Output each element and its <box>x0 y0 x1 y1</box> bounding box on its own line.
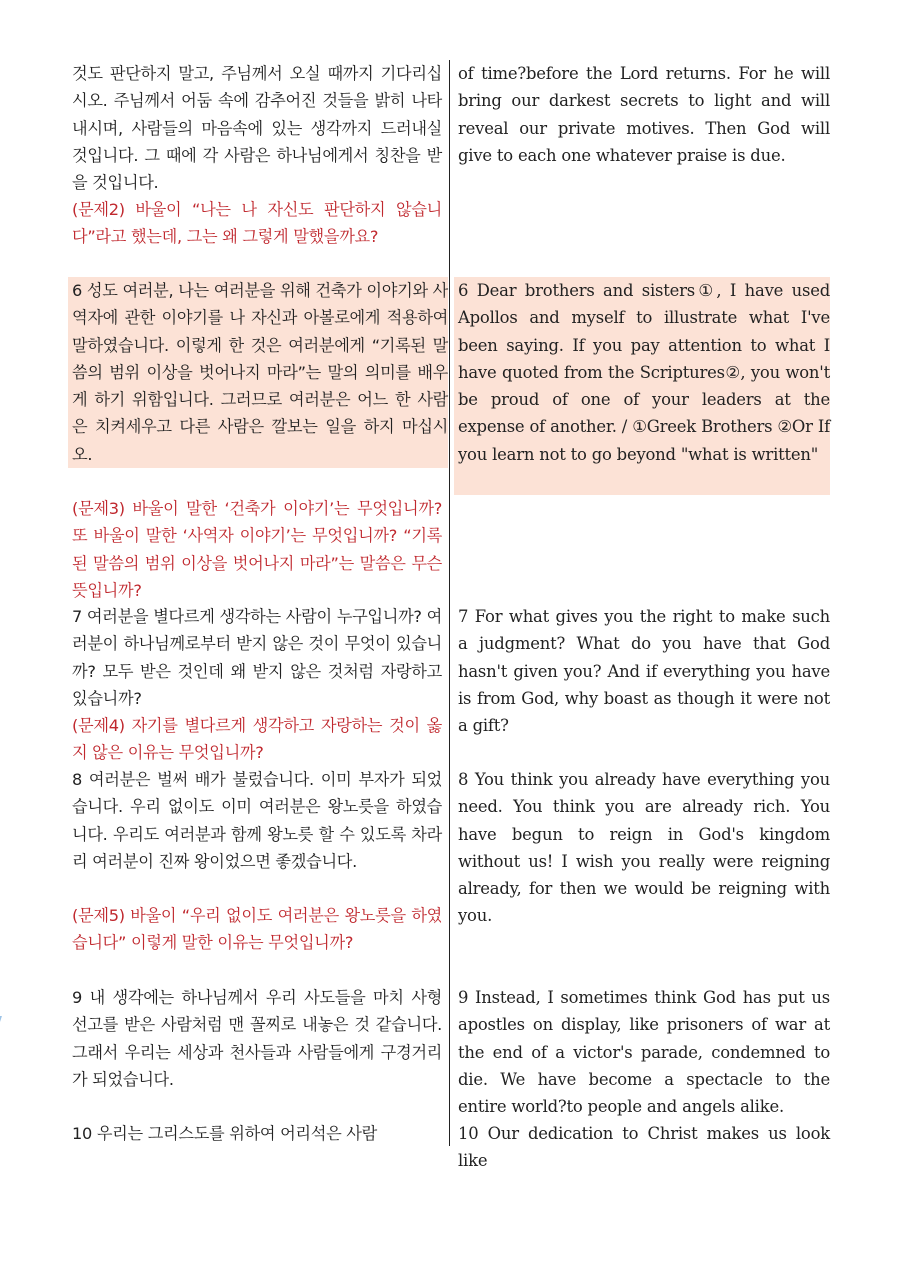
english-verse-8: 8 You think you already have everything you need. You think you are already rich. You have begun to reign in God's kingdom without us! I wish you really were reigning already, for then we would be reigning with you. <box>458 770 830 926</box>
korean-question-3: (문제3) 바울이 말한 ‘건축가 이야기’는 무엇입니까? 또 바울이 말한 ‘사역자 이야기’는 무엇입니까? “기록된 말씀의 범위 이상을 벗어나지 마라”는 말씀은 무슨 뜻입니까? <box>72 499 442 600</box>
korean-verse-6: 6 성도 여러분, 나는 여러분을 위해 건축가 이야기와 사역자에 관한 이야기를 나 자신과 아볼로에게 적용하여 말하였습니다. 이렇게 한 것은 여러분에게 “기록된 말씀의 범위 이상을 벗어나지 마라”는 말의 의미를 배우게 하기 위함입니다. 그러므로 여러분은 어느 한 사람은 치켜세우고 다른 사람은 깔보는 일을 하지 마십시오. <box>72 281 448 464</box>
korean-verse-7: 7 여러분을 별다르게 생각하는 사람이 누구입니까? 여러분이 하나님께로부터 받지 않은 것이 무엇이 있습니까? 모두 받은 것인데 왜 받지 않은 것처럼 자랑하고 있습니까? <box>72 607 442 708</box>
korean-question-4: (문제4) 자기를 별다르게 생각하고 자랑하는 것이 옳지 않은 이유는 무엇입니까? <box>72 716 442 763</box>
english-verse-7: 7 For what gives you the right to make such a judgment? What do you have that God hasn't given you? And if everything you have is from God, why boast as though it were not a gift? <box>458 607 830 736</box>
korean-question-2: (문제2) 바울이 “나는 나 자신도 판단하지 않습니다”라고 했는데, 그는 왜 그렇게 말했을까요? <box>72 200 442 247</box>
korean-passage-continued: 것도 판단하지 말고, 주님께서 오실 때까지 기다리십시오. 주님께서 어둠 속에 감추어진 것들을 밝히 나타내시며, 사람들의 마음속에 있는 생각까지 드러내실 것입니다. 그 때에 각 사람은 하나님에게서 칭찬을 받을 것입니다. <box>72 64 442 193</box>
korean-verse-9: 9 내 생각에는 하나님께서 우리 사도들을 마치 사형 선고를 받은 사람처럼 맨 꼴찌로 내놓은 것 같습니다. 그래서 우리는 세상과 천사들과 사람들에게 구경거리가 되었습니다. <box>72 988 442 1089</box>
column-divider <box>449 60 450 1146</box>
korean-verse-8: 8 여러분은 벌써 배가 불렀습니다. 이미 부자가 되었습니다. 우리 없이도 이미 여러분은 왕노릇을 하였습니다. 우리도 여러분과 함께 왕노릇 할 수 있도록 차라리 여러분이 진짜 왕이었으면 좋겠습니다. <box>72 770 442 871</box>
english-verse-10: 10 Our dedication to Christ makes us look like <box>458 1124 830 1171</box>
page-number: 2 <box>46 1169 74 1225</box>
english-passage-continued: of time?before the Lord returns. For he will bring our darkest secrets to light and will reveal our private motives. Then God will give to each one whatever praise is due. <box>458 64 830 165</box>
english-verse-6: 6 Dear brothers and sisters①, I have used Apollos and myself to illustrate what I've been saying. If you pay attention to what I have quoted from the Scriptures②, you won't be proud of one of your leaders at the expense of another. / ①Greek Brothers ②Or If you learn not to go beyond "what is written" <box>458 281 830 464</box>
korean-verse-10: 10 우리는 그리스도를 위하여 어리석은 사람 <box>72 1124 377 1143</box>
english-verse-9: 9 Instead, I sometimes think God has put us apostles on display, like prisoners of war at the end of a victor's parade, condemned to die. We have become a spectacle to the entire world?to people and angels alike. <box>458 988 830 1117</box>
korean-question-5: (문제5) 바울이 “우리 없이도 여러분은 왕노릇을 하였습니다” 이렇게 말한 이유는 무엇입니까? <box>72 906 442 953</box>
